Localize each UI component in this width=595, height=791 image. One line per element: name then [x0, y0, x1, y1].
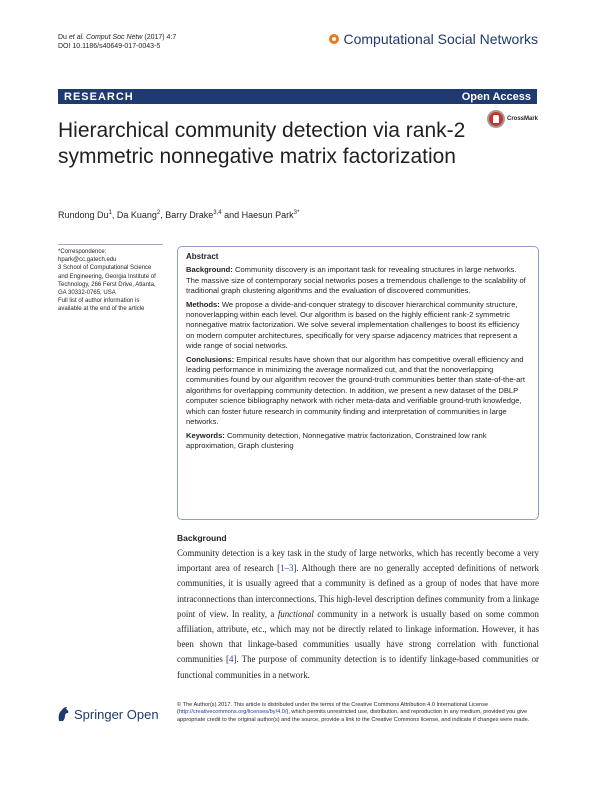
author-affiliation: 1 [108, 210, 112, 216]
author-affiliation: 3,4 [213, 210, 222, 216]
citation-authors: Du [58, 34, 69, 41]
abstract-conclusions-text: Empirical results have shown that our algorithm has competitive overall efficiency and leading performance in minimizing the average normalized cut, and that the nonoverlapping communities found by our algorithm recover the ground-truth communities better than state-of-the-art algorithms for overlapping community detection. In addition, we present a new dataset of the DBLP computer science bibliography network with richer meta-data and verifiable ground-truth knowledge, which can foster future research in community finding and interpretation of communities in large networks. [186, 354, 525, 427]
license-text-segment: © The Author(s) 2017. This article is distributed under the terms of the Creative Commons Attribution 4.0 International License ( [177, 702, 489, 716]
author-info-note: Full list of author information is available at the end of the article [58, 298, 145, 313]
author-name[interactable]: , Barry Drake [160, 210, 214, 220]
author-affiliation: 3* [293, 210, 300, 216]
author-name[interactable]: and Haesun Park [221, 210, 294, 220]
abstract-conclusions [186, 355, 530, 428]
abstract-methods-text: We propose a divide-and-conquer strategy to discover hierarchical community structure, nonoverlapping within each level. Our algorithm is based on the highly efficient rank-2 symmetric nonnegative matrix factorization. We solve several implementation challenges to boost its efficiency on modern computer architectures, specifically for very sparse adjacency matrices that represent a wide range of social networks. [186, 299, 520, 351]
publisher-logo[interactable] [56, 706, 159, 722]
license-text-segment: ), which permits unrestricted use, distribution, and reproduction in any medium, provided you give appropriate credit to the original author(s) and the source, provide a link to the Creative Commons license, and indicate if changes were made. [177, 709, 530, 723]
abstract-heading: Abstract [186, 252, 219, 261]
body-text-segment: ]. Although there are no generally accepted definitions of network communities, it is usually agreed that a community is defined as a group of nodes that have more intraconnections than interconnections. This high-level description defines community from a linkage point of view. In reality, a [177, 563, 539, 619]
abstract-background [186, 265, 530, 296]
abstract-background-label: Background: [186, 265, 233, 275]
publisher-name: Springer Open [74, 706, 159, 722]
article-title: Hierarchical community detection via rank-2 symmetric nonnegative matrix factorization [58, 119, 466, 168]
author-name[interactable]: Rundong Du [58, 210, 109, 220]
crossmark-icon [487, 110, 505, 128]
background-paragraph [177, 546, 539, 683]
abstract-background-text: Community discovery is an important task for revealing structures in large networks. The massive size of contemporary social networks poses a tremendous challenge to the scalability of traditional graph clustering algorithms and the evaluation of discovered communities. [186, 265, 526, 296]
reference-link[interactable]: 1–3 [280, 563, 294, 574]
divider [58, 244, 163, 245]
keywords-text: Community detection, Nonnegative matrix factorization, Constrained low rank approximation, Graph clustering [186, 430, 487, 450]
section-heading-background: Background [177, 533, 227, 543]
article-type: RESEARCH [64, 90, 134, 103]
doi[interactable]: DOI 10.1186/s40649-017-0043-5 [58, 43, 161, 50]
body-text-segment: ]. The purpose of community detection is to identify linkage-based communities or functional communities in a network. [177, 654, 539, 680]
citation [58, 33, 176, 51]
correspondence-notes [58, 248, 158, 314]
reference-link[interactable]: 4 [229, 654, 234, 665]
abstract-methods-label: Methods: [186, 299, 220, 309]
article-type-band [58, 89, 537, 104]
license-link[interactable]: http://creativecommons.org/licenses/by/4.0/ [178, 709, 287, 716]
affiliation-note: 3 School of Computational Science and Engineering, Georgia Institute of Technology, 266 Ferst Drive, Atlanta, GA 30332-0765, USA [58, 265, 156, 297]
keywords-label: Keywords: [186, 430, 225, 440]
abstract-conclusions-label: Conclusions: [186, 354, 235, 364]
journal-logo-icon [329, 34, 339, 44]
author-name[interactable]: , Da Kuang [111, 210, 157, 220]
journal-name: Computational Social Networks [343, 31, 538, 47]
springer-horse-icon [56, 706, 70, 722]
body-text-segment: community in a network is usually based on some common affiliation, attribute, etc., which may not be directly related to linkage information. However, it has been shown that linkage-based communities usually have strong correlation with functional communities [ [177, 608, 539, 665]
abstract-keywords [186, 431, 530, 452]
correspondence-label: *Correspondence: [58, 249, 107, 255]
license-text [177, 702, 539, 724]
body-text-segment: Community detection is a key task in the study of large networks, which has recently become a very important area of research [ [177, 548, 539, 574]
journal-logo[interactable] [329, 31, 538, 47]
citation-journal: et al. Comput Soc Netw [68, 34, 143, 41]
abstract-box [177, 246, 539, 520]
citation-volume: (2017) 4:7 [142, 34, 177, 41]
abstract-methods [186, 300, 530, 352]
open-access-label: Open Access [461, 90, 531, 103]
crossmark-label: CrossMark [507, 116, 539, 122]
crossmark-button[interactable] [487, 110, 538, 128]
correspondence-email[interactable]: hpark@cc.gatech.edu [58, 257, 117, 264]
emphasis-text: functional [277, 608, 314, 619]
author-list [58, 210, 299, 220]
author-affiliation: 2 [156, 210, 161, 216]
